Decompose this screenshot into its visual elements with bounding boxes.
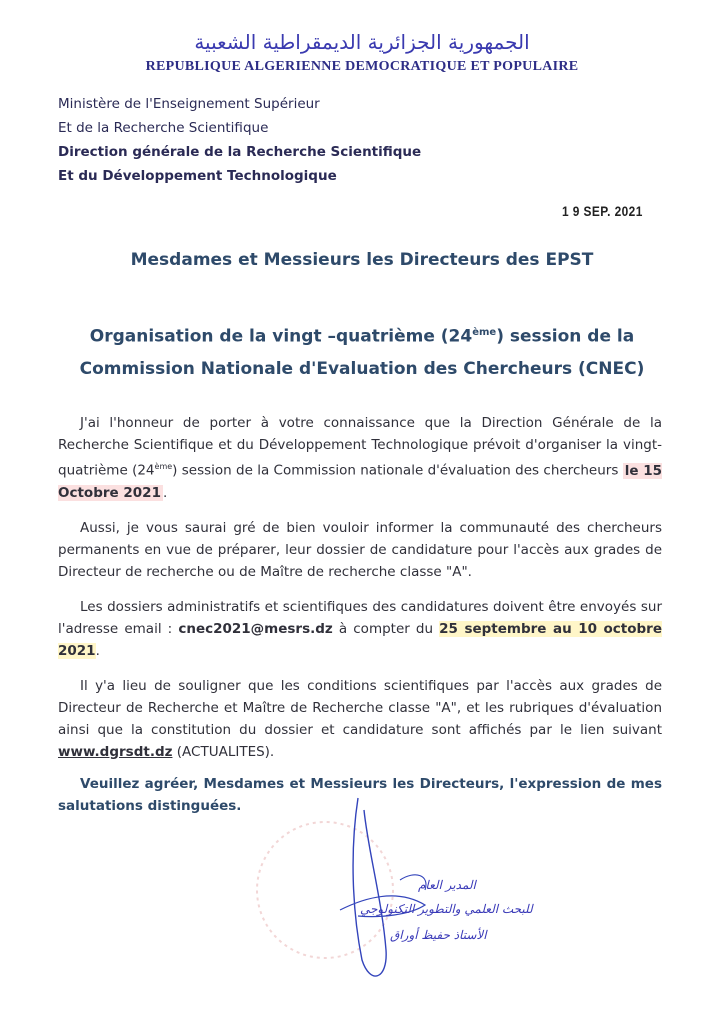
arabic-republic-title: الجمهورية الجزائرية الديمقراطية الشعبية <box>194 30 530 54</box>
closing-salutation: Veuillez agréer, Mesdames et Messieurs les Directeurs, l'expression de mes salutations distinguées. <box>58 776 662 814</box>
website-link[interactable]: www.dgrsdt.dz <box>58 743 173 760</box>
subject-line-1: Organisation de la vingt –quatrième (24ème) session de la <box>89 326 635 347</box>
signatory-title: المدير العام <box>418 878 476 892</box>
french-republic-title: REPUBLIQUE ALGERIENNE DEMOCRATIQUE ET POPULAIRE <box>145 59 579 74</box>
contact-email: cnec2021@mesrs.dz <box>178 620 333 637</box>
paragraph-2: Aussi, je vous saurai gré de bien vouloir informer la communauté des chercheurs permanents en vue de préparer, leur dossier de candidature pour l'accès aux grades de Directeur de recherche ou de Maître de recherche classe "A". <box>58 519 662 580</box>
submission-dates-highlight: 25 septembre au 10 octobre 2021 <box>58 620 662 659</box>
date-stamp: 1 9 SEP. 2021 <box>562 203 643 219</box>
subject-heading <box>0 317 724 385</box>
ministry-line-4: Et du Développement Technologique <box>58 168 337 184</box>
ministry-block <box>58 92 421 188</box>
paragraph-4: Il y'a lieu de souligner que les conditions scientifiques par l'accès aux grades de Directeur de Recherche et Maître de Recherche classe "A", et les rubriques d'évaluation ainsi que la constitution du dossier et candidature sont affichés par le lien suivant www.dgrsdt.dz (ACTUALITES). <box>58 677 662 760</box>
paragraph-1: J'ai l'honneur de porter à votre connaissance que la Direction Générale de la Recherche Scientifique et du Développement Technologique prévoit d'organiser la vingt-quatrième (24ème) session de la Commission nationale d'évaluation des chercheurs le 15 Octobre 2021 . <box>58 415 662 501</box>
ministry-line-1: Ministère de l'Enseignement Supérieur <box>58 96 320 112</box>
signature-drawing <box>240 790 560 990</box>
ministry-line-2: Et de la Recherche Scientifique <box>58 120 269 136</box>
addressee: Mesdames et Messieurs les Directeurs des EPST <box>130 250 594 270</box>
paragraph-3: Les dossiers administratifs et scientifiques des candidatures doivent être envoyés sur l'adresse email : cnec2021@mesrs.dz à compter du 25 septembre au 10 octobre 2021. <box>58 598 662 659</box>
ministry-line-3: Direction générale de la Recherche Scientifique <box>58 144 422 160</box>
subject-line-2: Commission Nationale d'Evaluation des Chercheurs (CNEC) <box>79 358 645 379</box>
letter-body <box>58 412 662 776</box>
session-date-highlight: le 15 Octobre 2021 <box>58 462 662 501</box>
official-seal <box>257 822 393 958</box>
signatory-name: الأستاذ حفيظ أوراق <box>390 928 487 942</box>
signature-block <box>240 790 560 990</box>
signatory-department: للبحث العلمي والتطوير التكنولوجي <box>360 902 533 916</box>
